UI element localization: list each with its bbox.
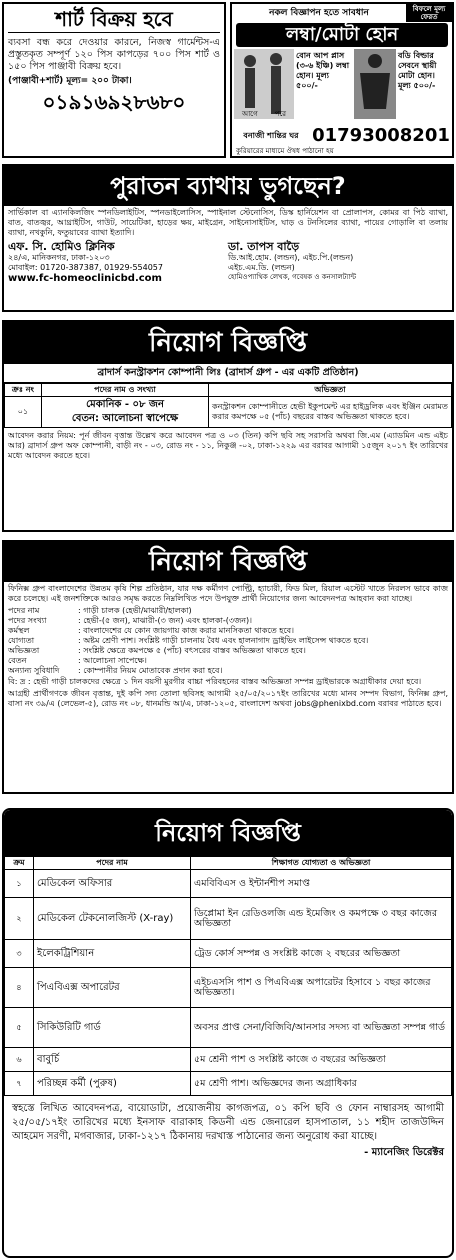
clinic-website: www.fc-homeoclinicbd.com bbox=[8, 273, 162, 284]
field-label: কর্মস্থল bbox=[8, 626, 30, 635]
table-row bbox=[5, 870, 452, 898]
job3-table bbox=[4, 856, 452, 1096]
job2-apply: আগ্রহী প্রার্থীগণকে জীবন বৃত্তান্ত, দুই কপি সদ্য তোলা ছবিসহ আগামী ২৫/০৫/২০১৭ইং তারিখের মধ্যে মানব সম্পদ বিভাগ, ফিনিক্স গ্রুপ, বাসা নং ৩৯/এ (লেভেল-৫), রোড নং ০৮, ধানমন্ডি আ/এ, ঢাকা-১২০৫, বাংলাদেশ অথবা jobs@phenixbd.com বরাবর পাঠাতে হবে। bbox=[8, 689, 448, 708]
job1-post: মেকানিক - ০৮ জন bbox=[86, 399, 164, 410]
job2-field bbox=[8, 636, 448, 646]
job2-field bbox=[8, 666, 448, 676]
job2-field bbox=[8, 626, 448, 636]
table-row bbox=[5, 1072, 452, 1096]
pain-ad-title: পুরাতন ব্যাথায় ভুগছেন? bbox=[4, 166, 452, 206]
job2-field bbox=[8, 606, 448, 616]
doctor-degree-1: ডি.আই.হোম. (লন্ডন), এইচ.পি.(লন্ডন) bbox=[228, 253, 354, 262]
job-ad-brothers bbox=[2, 320, 454, 532]
height-weight-ad bbox=[230, 2, 454, 158]
row-post: মেডিকেল অফিসার bbox=[34, 870, 191, 898]
job3-signature: - ম্যানেজিং ডিরেক্টর bbox=[364, 1147, 444, 1158]
pain-ad-body: সার্ভিকাল বা এ্যানকিলজিং স্পনডিলাইটিস, স্পনডাইলোসিস, স্পাইনাল স্টেনোসিস, ডিস্ক হার্নিয়েশন বা প্রোলাপস, কোমর বা পিঠ ব্যাথা, বাত, বাতজ্বর, আথ্রাইটিস, গাউট, সায়েটিকা, হাড়ের ক্ষয়, মাইগ্রেন, সাইনোসাইটিস, ঘাড় ও টনসিলের ব্যাথা, পায়ের গোড়ালি বা তলায় ব্যাথা, নখকুনি, ফতুয়াবের ব্যাথা ইত্যাদি। bbox=[8, 208, 448, 237]
shirt-sale-ad bbox=[2, 2, 226, 158]
height-ad-title: লম্বা/মোটা হোন bbox=[236, 23, 448, 47]
job-ad-hospital bbox=[2, 808, 454, 1258]
job1-apply: আবেদন করার নিয়ম: পূর্ন জীবন বৃত্তান্ত উল্লেখ করে আবেদন পত্র ও ০৩ (তিন) কপি ছবি সহ সরাসরি অথবা জি.এম (এ্যাডমিন এন্ড এইচ আর) ব্রাদার্স গ্রুপ অফ কোম্পানী, বাড়ী নং - ০৩, রোড নং - ১১, নিকুঞ্জ -০২, ঢাকা-১২২৯ এর বরাবর আগামী ১৫জুন ২০১৭ ইং তারিখের মধ্যে আবেদন করতে হবে। bbox=[8, 431, 448, 460]
before-label: আগে bbox=[242, 110, 258, 118]
field-value: : হেভী-(৫ জন), মাঝারী-(৩ জন) এবং হালকা-(৩জন)। bbox=[78, 616, 253, 625]
row-req: ৫ম শ্রেণী পাশ। অভিজ্ঞদের জন্য অগ্রাধিকার bbox=[191, 1072, 452, 1096]
bone-up-plus-text: বোন আপ প্লাস (৩-৬ ইঞ্চি) লম্বা হোন। মূল্য ৫০০/- bbox=[296, 51, 350, 90]
job2-field bbox=[8, 616, 448, 626]
row-no: ২ bbox=[5, 898, 34, 940]
job1-header-post: পদের নাম ও সংখ্যা bbox=[42, 384, 209, 397]
shop-name: বনাজী শান্তির ঘর bbox=[243, 131, 299, 140]
job1-row-no: ০১ bbox=[5, 397, 42, 428]
row-no: ৪ bbox=[5, 968, 34, 1008]
job2-note: বি: দ্র : হেভী গাড়ী চালকদের ক্ষেত্রে ১ দিন বয়সী মুরগীর বাচ্চা পরিবহনের বাস্তব অভিজ্ঞতা সম্পন্ন ড্রাইভারকে অগ্রাধীকার দেয়া হবে। bbox=[8, 677, 422, 686]
shirt-ad-body: ব্যবসা বন্ধ করে দেওয়ার কারনে, নিজস্ব গার্মেন্টস-এ প্রস্তুতকৃত সম্পূর্ণ ১২০ পিস কাপড়ের ৭০০ পিস শার্ট ও ১৫০ পিস পাঞ্জাবী বিক্রয় হবে। bbox=[8, 37, 220, 72]
field-label: অন্যান্য সুবিধাদি bbox=[8, 666, 60, 675]
person-silhouette-icon bbox=[234, 49, 294, 119]
height-ad-phone: 01793008201 bbox=[312, 125, 450, 146]
job2-field bbox=[8, 646, 448, 656]
bodybuilder-photo bbox=[354, 49, 396, 119]
table-row bbox=[5, 1048, 452, 1072]
job-ad-phenix bbox=[2, 540, 454, 794]
row-post: বাবুর্চি bbox=[34, 1048, 191, 1072]
fake-ad-warning: নকল বিজ্ঞাপন হতে সাবধান bbox=[269, 8, 369, 18]
courier-note: কুরিয়ারের মাধ্যমে ঔষধ পাঠানো হয় bbox=[236, 147, 334, 155]
doctor-degree-2: এইচ.এম.ডি. (লন্ডন) bbox=[228, 263, 295, 272]
after-label: পরে bbox=[274, 110, 286, 118]
field-label: যোগ্যতা bbox=[8, 636, 35, 645]
table-row bbox=[5, 940, 452, 968]
row-no: ১ bbox=[5, 870, 34, 898]
job3-title: নিয়োগ বিজ্ঞপ্তি bbox=[4, 810, 452, 856]
row-req: এমবিবিএস ও ইন্টার্নশীপ সমাপ্ত bbox=[191, 870, 452, 898]
job1-table bbox=[4, 383, 452, 428]
field-label: বেতন bbox=[8, 656, 27, 665]
row-post: সিকিউরিটি গার্ড bbox=[34, 1008, 191, 1048]
shirt-ad-title: শার্ট বিক্রয় হবে bbox=[8, 6, 220, 33]
field-value: : সংশ্লিষ্ট ক্ষেত্রে কমপক্ষে ৫ (পাঁচ) বৎসরের বাস্তব অভিজ্ঞতা থাকতে হবে। bbox=[78, 646, 306, 655]
row-post: পিএবিএক্স অপারেটর bbox=[34, 968, 191, 1008]
row-post: মেডিকেল টেকনোলজিস্ট (X-ray) bbox=[34, 898, 191, 940]
row-post: ইলেকট্রিশিয়ান bbox=[34, 940, 191, 968]
field-value: : গাড়ী চালক (হেভী/মাঝারী/হালকা) bbox=[78, 606, 192, 615]
field-value: : আলোচনা সাপেক্ষে। bbox=[78, 656, 147, 665]
row-req: ট্রেড কোর্স সম্পন্ন ও সংশ্লিষ্ট কাজে ২ বছরের অভিজ্ঞতা bbox=[191, 940, 452, 968]
field-label: পদের সংখ্যা bbox=[8, 616, 47, 625]
job1-experience: কনস্ট্রাকশন কোম্পানীতে হেভী ইকুপমেন্ট এর হাইড্রলিক এবং ইঞ্জিন মেরামত করার কমপক্ষে ০৫ (পাঁচ) বছরের বাস্তব অভিজ্ঞতা থাকতে হবে। bbox=[209, 397, 452, 428]
job2-title: নিয়োগ বিজ্ঞপ্তি bbox=[4, 542, 452, 582]
job1-header-exp: অভিজ্ঞতা bbox=[209, 384, 452, 397]
row-no: ৩ bbox=[5, 940, 34, 968]
job3-header-post: পদের নাম bbox=[34, 857, 191, 870]
job1-header-no: ক্রঃ নং bbox=[5, 384, 42, 397]
clinic-name: এফ. সি. হোমিও ক্লিনিক bbox=[8, 240, 115, 253]
table-row bbox=[5, 898, 452, 940]
row-req: ডিপ্লোমা ইন রেডিওলজি এন্ড ইমেজিং ও কমপক্ষে ৩ বছর কাজের অভিজ্ঞতা bbox=[191, 898, 452, 940]
field-label: অভিজ্ঞতা bbox=[8, 646, 40, 655]
doctor-role: হোমিওপ্যাথিক লেখক, গবেষক ও কনসালট্যান্ট bbox=[228, 273, 357, 281]
field-value: : অষ্টম শ্রেণী পাশ। সংশ্লিষ্ট গাড়ী চালনায় বৈধ এবং হালনাগাদ ড্রাইভিং লাইসেন্স থাকতে হবে। bbox=[78, 636, 369, 645]
job1-title: নিয়োগ বিজ্ঞপ্তি bbox=[4, 322, 452, 364]
table-row bbox=[5, 968, 452, 1008]
before-after-photo bbox=[234, 49, 294, 119]
row-req: অবসর প্রাপ্ত সেনা/বিজিবি/আনসার সদস্য বা অভিজ্ঞতা সম্পন্ন গার্ড bbox=[191, 1008, 452, 1048]
shirt-ad-phone: ০১৯১৬৯২৮৬৮০ bbox=[42, 90, 186, 114]
field-value: : কোম্পানীর নিয়ম মোতাবেক প্রদান করা হবে। bbox=[78, 666, 223, 675]
chronic-pain-ad bbox=[2, 164, 454, 312]
job3-header-no: ক্রম bbox=[5, 857, 34, 870]
job3-apply: স্বহস্তে লিখিত আবেদনপত্র, বায়োডাটা, প্রয়োজনীয় কাগজপত্র, ০১ কপি ছবি ও ফোন নাম্বারসহ আগামী ২৫/০৫/১৭ইং তারিখের মধ্যে ইনসাফ বারাকাহ কিডনী এন্ড জেনারেল হাসপাতাল, ১১ শহীদ তাজউদ্দিন আহমেদ সরণী, মগবাজার, ঢাকা-১২১৭ ঠিকানায় দরখাস্ত পাঠানোর জন্য অনুরোধ করা যাচ্ছে। bbox=[12, 1103, 444, 1142]
field-label: পদের নাম bbox=[8, 606, 40, 615]
row-post: পরিচ্ছন্ন কর্মী (পুরুষ) bbox=[34, 1072, 191, 1096]
job2-intro: ফিনিক্স গ্রুপ বাংলাদেশের উন্নতম কৃষি শিল্প প্রতিষ্ঠান, যার দক্ষ কর্মীগণ পোল্ট্রি, হ্যাচারী, ফিড মিল, রিয়াল এস্টেট খাতে নিরলস ভাবে কাজ করে চলেছে। এই জনশক্তিকে আরও সমৃদ্ধ করতে নিম্নলিখিত পদে উপযুক্ত প্রার্থী নিয়োগের জন্য আবেদনপত্র আহবান করা যাচ্ছে। bbox=[8, 584, 448, 603]
doctor-name: ডা. তাপস বাড়ৈ bbox=[228, 240, 300, 253]
row-no: ৫ bbox=[5, 1008, 34, 1048]
job1-salary: বেতন: আলোচনা স্বাপেক্ষে bbox=[71, 413, 179, 424]
clinic-address: ২৪/এ, মানিকনগর, ঢাকা-১২০৩ bbox=[8, 253, 110, 262]
clinic-mobile: মোবাইল: 01720-387387, 01929-554057 bbox=[8, 263, 163, 272]
field-value: : বাংলাদেশের যে কোন জায়গায় কাজ করার মানসিকতা থাকতে হবে। bbox=[78, 626, 294, 635]
row-no: ৭ bbox=[5, 1072, 34, 1096]
row-req: এইচএসসি পাশ ও পিএবিএক্স অপারেটর হিসাবে ১ বছর কাজের অভিজ্ঞতা। bbox=[191, 968, 452, 1008]
row-no: ৬ bbox=[5, 1048, 34, 1072]
job1-company: ব্রাদার্স কনস্ট্রাকশন কোম্পানী লিঃ (ব্রাদার্স গ্রুপ - এর একটি প্রতিষ্ঠান) bbox=[4, 364, 452, 383]
bodybuilder-icon bbox=[354, 49, 396, 119]
table-row bbox=[5, 397, 452, 428]
job2-fields bbox=[4, 606, 452, 676]
table-row bbox=[5, 1008, 452, 1048]
refund-badge: বিফলে মূল্য ফেরত bbox=[406, 4, 452, 22]
body-builder-text: বডি বিল্ডার সেবনে স্থায়ী মোটা হোন। মূল্য ৫০০/- bbox=[398, 51, 437, 90]
job2-field bbox=[8, 656, 448, 666]
row-req: ৫ম শ্রেনী পাশ ও সংশ্লিষ্ট কাজে ৩ বছরের অভিজ্ঞতা bbox=[191, 1048, 452, 1072]
job3-header-req: শিক্ষাগত যোগ্যতা ও অভিজ্ঞতা bbox=[191, 857, 452, 870]
shirt-ad-price: (পাঞ্জাবী+শার্ট) মূল্য= ২০০ টাকা। bbox=[8, 76, 132, 86]
